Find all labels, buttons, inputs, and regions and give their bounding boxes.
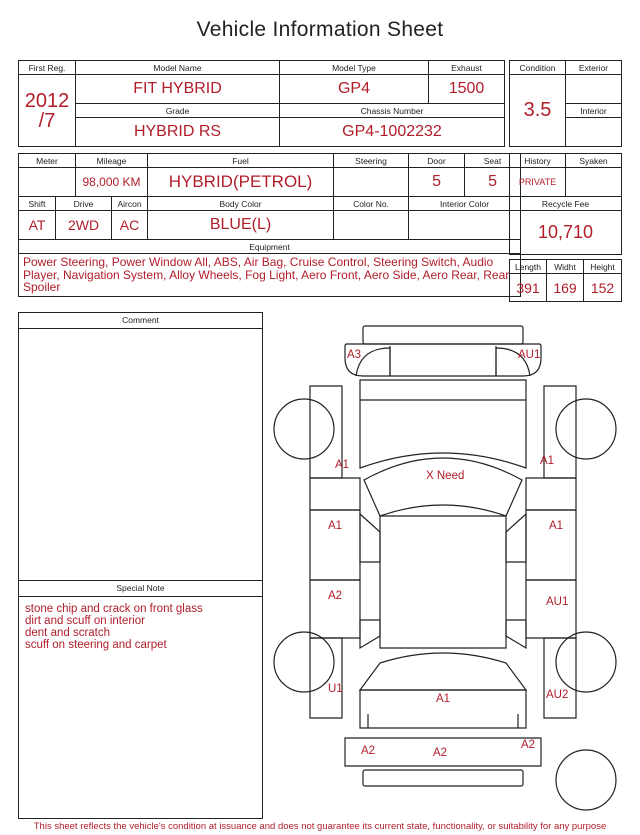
mark-au2-right-rear: AU2 [546,689,569,701]
mark-a1-right-door: A1 [549,520,564,532]
rear-window [360,653,526,690]
comment-body [19,329,262,580]
history-table [509,153,622,197]
interior-color-label: Interior Color [409,197,521,211]
model-name-value: FIT HYBRID [76,75,280,104]
windshield [364,458,522,516]
front-left-headlight [356,348,390,376]
disclaimer-footer: This sheet reflects the vehicle's condition at issuance and does not guarantee its current state, functionality, or suitability for any purpose [33,821,607,832]
first-reg-month: /7 [38,109,56,132]
exhaust-label: Exhaust [429,61,505,75]
right-rear-wheel [556,632,616,692]
grade-label: Grade [76,104,280,118]
condition-label: Condition [510,61,566,75]
left-rear-door [310,580,360,638]
recycle-label: Recycle Fee [510,197,622,211]
mark-a2-bumper-left: A2 [361,745,376,757]
steering-value [334,168,409,197]
vehicle-header-table [18,60,505,147]
chassis-value: GP4-1002232 [280,118,505,147]
page-title: Vehicle Information Sheet [196,18,444,41]
front-bumper-lines [390,346,496,376]
chassis-label: Chassis Number [280,104,505,118]
recycle-table [509,196,622,255]
grade-value: HYBRID RS [76,118,280,147]
mileage-value: 98,000 KM [76,168,148,197]
vehicle-damage-diagram [268,318,628,818]
aircon-label: Aircon [112,197,148,211]
width-label: Widht [547,260,584,274]
meter-value [19,168,76,197]
comment-panel [18,312,263,819]
first-reg-year: 2012 [24,89,70,112]
mark-a1-rear: A1 [436,693,451,705]
condition-value: 3.5 [510,75,566,147]
special-note-line: stone chip and crack on front glass [25,603,203,615]
left-front-wheel [274,399,334,459]
mileage-label: Mileage [76,154,148,168]
front-grille-bar [363,326,523,344]
left-front-window [360,514,380,562]
left-rear-quarter [310,638,342,718]
length-value: 391 [510,274,547,302]
exhaust-value: 1500 [429,75,505,104]
comment-label: Comment [19,313,262,329]
roof [380,516,506,648]
mark-u1-left-rear: U1 [328,683,343,695]
interior-color-value [409,211,521,240]
model-name-label: Model Name [76,61,280,75]
mark-x-need: X Need [426,470,465,482]
door-label: Door [409,154,465,168]
special-note-line: dirt and scuff on interior [25,615,145,627]
mark-au1-right-rear-door: AU1 [546,596,569,608]
model-type-label: Model Type [280,61,429,75]
dimensions-table [509,259,622,302]
height-value: 152 [584,274,622,302]
mark-a2-left-rear-door: A2 [328,590,343,602]
syaken-value [566,168,622,197]
mark-a1-left-door: A1 [328,520,343,532]
door-value: 5 [409,168,465,197]
front-bumper [345,344,541,376]
drive-label: Drive [56,197,112,211]
first-reg-label: First Reg. [19,61,76,75]
mark-a2-bumper-mid: A2 [433,747,448,759]
color-no-value [334,211,409,240]
mark-a2-bumper-right: A2 [521,739,536,751]
hood-top [360,380,526,400]
mark-a3-top: A3 [347,349,362,361]
condition-table [509,60,622,147]
steering-label: Steering [334,154,409,168]
history-value: PRIVATE [510,168,566,197]
history-label: History [510,154,566,168]
shift-value: AT [19,211,56,240]
special-note-line: dent and scratch [25,627,111,639]
body-color-value: BLUE(L) [148,211,334,240]
rear-lamp-lines [368,714,518,728]
body-color-label: Body Color [148,197,334,211]
color-no-label: Color No. [334,197,409,211]
seat-value: 5 [465,168,521,197]
equipment-value: Power Steering, Power Window All, ABS, Air Bag, Cruise Control, Steering Switch, Audio Player, Navigation System, Alloy Wheels, Fog Light, Aero Front, Aero Side, Aero Rear, Rear Spoiler [19,254,521,297]
rear-bumper-lower [363,770,523,786]
model-type-value: GP4 [280,75,429,104]
equipment-label: Equipment [19,240,521,254]
first-reg-value [19,75,76,147]
fuel-value: HYBRID(PETROL) [148,168,334,197]
right-rear-door [526,580,576,638]
width-value: 169 [547,274,584,302]
mark-au1-top: AU1 [518,349,541,361]
drive-value: 2WD [56,211,112,240]
recycle-value: 10,710 [510,211,622,255]
specs-table [18,153,521,297]
exterior-value [566,75,622,104]
interior-label: Interior [566,104,622,118]
special-note-body [19,597,262,651]
left-rear-wheel [274,632,334,692]
right-fender-lower [526,478,576,510]
interior-value [566,118,622,147]
fuel-label: Fuel [148,154,334,168]
left-rear-window [360,620,380,648]
right-front-wheel [556,399,616,459]
special-note-label: Special Note [19,580,262,597]
spare-wheel [556,750,616,810]
meter-label: Meter [19,154,76,168]
left-fender-lower [310,478,360,510]
right-front-window [506,514,526,562]
shift-label: Shift [19,197,56,211]
mark-a1-right-front: A1 [540,455,555,467]
right-rear-window [506,620,526,648]
height-label: Height [584,260,622,274]
special-note-line: scuff on steering and carpet [25,639,167,651]
seat-label: Seat [465,154,521,168]
length-label: Length [510,260,547,274]
aircon-value: AC [112,211,148,240]
syaken-label: Syaken [566,154,622,168]
exterior-label: Exterior [566,61,622,75]
mark-a1-left-front: A1 [335,459,350,471]
